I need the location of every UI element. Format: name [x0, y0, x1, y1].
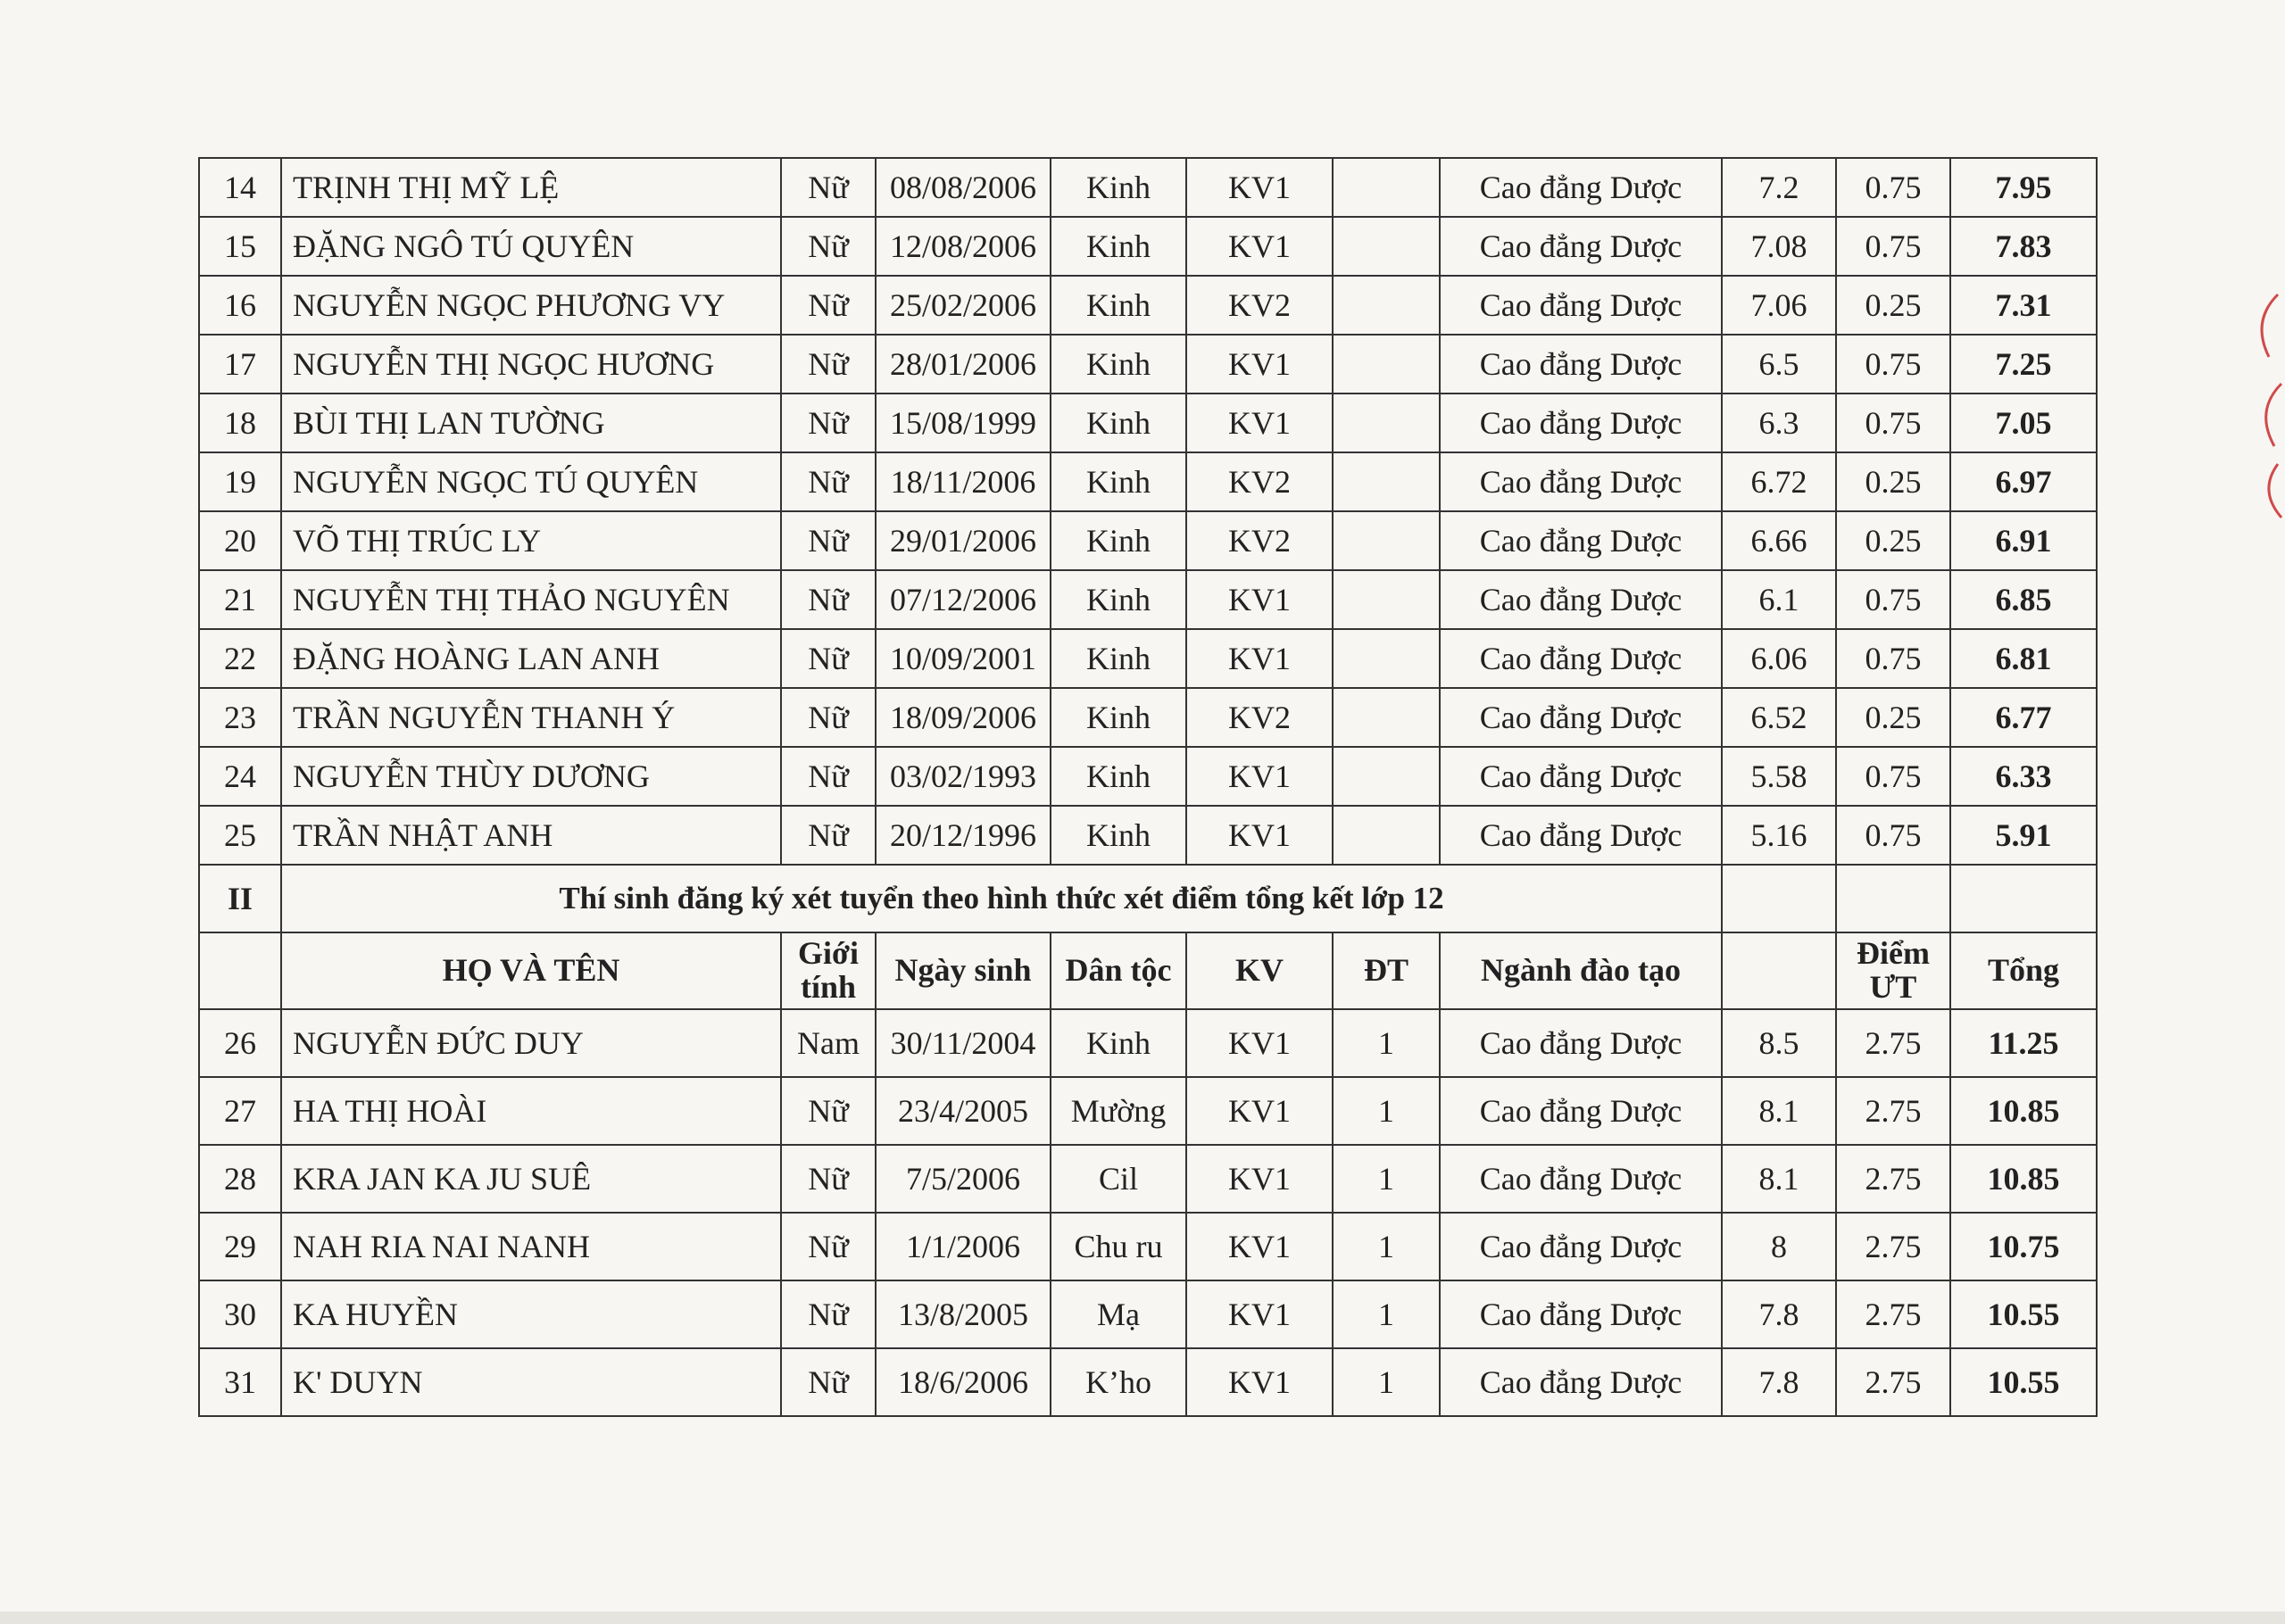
cell-dob: 1/1/2006 — [876, 1213, 1051, 1280]
cell-total: 6.85 — [1950, 570, 2097, 629]
cell-kv: KV1 — [1186, 629, 1333, 688]
cell-dob: 10/09/2001 — [876, 629, 1051, 688]
cell-ethnic: Kinh — [1051, 747, 1186, 806]
cell-dob: 28/01/2006 — [876, 335, 1051, 394]
cell-stt: 24 — [199, 747, 281, 806]
cell-dt — [1333, 747, 1440, 806]
cell-stt: 20 — [199, 511, 281, 570]
cell-total: 10.85 — [1950, 1077, 2097, 1145]
header-gender: Giới tính — [781, 932, 876, 1009]
cell-total: 10.55 — [1950, 1280, 2097, 1348]
cell-major: Cao đẳng Dược — [1440, 1280, 1722, 1348]
cell-priority: 0.75 — [1836, 335, 1950, 394]
section-header — [199, 865, 2097, 1009]
cell-major: Cao đẳng Dược — [1440, 217, 1722, 276]
cell-total: 7.05 — [1950, 394, 2097, 452]
table-row — [199, 158, 2097, 217]
cell-dt: 1 — [1333, 1213, 1440, 1280]
cell-gender: Nữ — [781, 511, 876, 570]
cell-stt: 23 — [199, 688, 281, 747]
section-number: II — [199, 865, 281, 932]
cell-major: Cao đẳng Dược — [1440, 276, 1722, 335]
cell-dob: 03/02/1993 — [876, 747, 1051, 806]
cell-name: NGUYỄN THỊ NGỌC HƯƠNG — [281, 335, 781, 394]
cell-kv: KV1 — [1186, 1009, 1333, 1077]
cell-priority: 0.75 — [1836, 394, 1950, 452]
cell-ethnic: Kinh — [1051, 276, 1186, 335]
cell-name: NGUYỄN NGỌC TÚ QUYÊN — [281, 452, 781, 511]
cell-ethnic: Mạ — [1051, 1280, 1186, 1348]
cell-dob: 08/08/2006 — [876, 158, 1051, 217]
cell-major: Cao đẳng Dược — [1440, 1077, 1722, 1145]
table-row — [199, 1077, 2097, 1145]
cell-total: 10.75 — [1950, 1213, 2097, 1280]
cell-stt: 15 — [199, 217, 281, 276]
cell-major: Cao đẳng Dược — [1440, 1348, 1722, 1416]
cell-score: 7.08 — [1722, 217, 1836, 276]
cell-stt: 25 — [199, 806, 281, 865]
cell-kv: KV1 — [1186, 1348, 1333, 1416]
cell-priority: 2.75 — [1836, 1009, 1950, 1077]
cell-total: 7.95 — [1950, 158, 2097, 217]
cell-dob: 25/02/2006 — [876, 276, 1051, 335]
header-ethnic: Dân tộc — [1051, 932, 1186, 1009]
header-priority: Điểm ƯT — [1836, 932, 1950, 1009]
cell-gender: Nữ — [781, 1145, 876, 1213]
cell-ethnic: Kinh — [1051, 570, 1186, 629]
cell-total: 6.81 — [1950, 629, 2097, 688]
cell-score: 6.66 — [1722, 511, 1836, 570]
cell-name: TRẦN NHẬT ANH — [281, 806, 781, 865]
cell-total: 6.33 — [1950, 747, 2097, 806]
cell-dt — [1333, 688, 1440, 747]
header-dob: Ngày sinh — [876, 932, 1051, 1009]
cell-name: VÕ THỊ TRÚC LY — [281, 511, 781, 570]
cell-dob: 18/09/2006 — [876, 688, 1051, 747]
cell-name: KRA JAN KA JU SUÊ — [281, 1145, 781, 1213]
cell-name: NGUYỄN THÙY DƯƠNG — [281, 747, 781, 806]
cell-ethnic: Kinh — [1051, 629, 1186, 688]
header-score — [1722, 932, 1836, 1009]
cell-stt: 21 — [199, 570, 281, 629]
cell-total: 10.55 — [1950, 1348, 2097, 1416]
cell-dt — [1333, 511, 1440, 570]
cell-major: Cao đẳng Dược — [1440, 452, 1722, 511]
table-row — [199, 217, 2097, 276]
cell-total: 6.77 — [1950, 688, 2097, 747]
cell-priority: 0.75 — [1836, 747, 1950, 806]
cell-dob: 20/12/1996 — [876, 806, 1051, 865]
cell-major: Cao đẳng Dược — [1440, 1009, 1722, 1077]
header-major: Ngành đào tạo — [1440, 932, 1722, 1009]
cell-gender: Nữ — [781, 629, 876, 688]
table-body-part-2 — [199, 1009, 2097, 1416]
cell-name: NGUYỄN NGỌC PHƯƠNG VY — [281, 276, 781, 335]
cell-gender: Nữ — [781, 452, 876, 511]
cell-dob: 18/11/2006 — [876, 452, 1051, 511]
column-header-row — [199, 932, 2097, 1009]
cell-score: 6.3 — [1722, 394, 1836, 452]
cell-priority: 0.25 — [1836, 452, 1950, 511]
cell-name: K' DUYN — [281, 1348, 781, 1416]
cell-stt: 26 — [199, 1009, 281, 1077]
cell-kv: KV1 — [1186, 1280, 1333, 1348]
cell-dt: 1 — [1333, 1077, 1440, 1145]
cell-stt: 27 — [199, 1077, 281, 1145]
cell-major: Cao đẳng Dược — [1440, 747, 1722, 806]
cell-stt: 28 — [199, 1145, 281, 1213]
cell-kv: KV1 — [1186, 1145, 1333, 1213]
table-row — [199, 1213, 2097, 1280]
cell-gender: Nữ — [781, 806, 876, 865]
cell-score: 5.58 — [1722, 747, 1836, 806]
cell-priority: 2.75 — [1836, 1077, 1950, 1145]
cell-priority: 0.75 — [1836, 217, 1950, 276]
cell-kv: KV1 — [1186, 217, 1333, 276]
cell-total: 5.91 — [1950, 806, 2097, 865]
cell-total: 11.25 — [1950, 1009, 2097, 1077]
cell-dt — [1333, 276, 1440, 335]
cell-name: NGUYỄN ĐỨC DUY — [281, 1009, 781, 1077]
cell-kv: KV1 — [1186, 1213, 1333, 1280]
cell-dt: 1 — [1333, 1145, 1440, 1213]
table-row — [199, 1348, 2097, 1416]
cell-ethnic: Cil — [1051, 1145, 1186, 1213]
cell-dob: 13/8/2005 — [876, 1280, 1051, 1348]
cell-dob: 29/01/2006 — [876, 511, 1051, 570]
cell-priority: 0.75 — [1836, 629, 1950, 688]
cell-ethnic: K’ho — [1051, 1348, 1186, 1416]
cell-major: Cao đẳng Dược — [1440, 570, 1722, 629]
cell-gender: Nữ — [781, 570, 876, 629]
cell-dt — [1333, 629, 1440, 688]
cell-name: BÙI THỊ LAN TƯỜNG — [281, 394, 781, 452]
cell-stt: 30 — [199, 1280, 281, 1348]
scan-bottom-edge — [0, 1612, 2285, 1624]
cell-score: 6.06 — [1722, 629, 1836, 688]
cell-ethnic: Kinh — [1051, 217, 1186, 276]
cell-priority: 2.75 — [1836, 1213, 1950, 1280]
cell-gender: Nữ — [781, 276, 876, 335]
admission-results-table — [198, 157, 2098, 1417]
cell-kv: KV1 — [1186, 335, 1333, 394]
cell-priority: 0.75 — [1836, 570, 1950, 629]
cell-gender: Nữ — [781, 1077, 876, 1145]
cell-name: NGUYỄN THỊ THẢO NGUYÊN — [281, 570, 781, 629]
cell-ethnic: Mường — [1051, 1077, 1186, 1145]
table-row — [199, 570, 2097, 629]
table-row — [199, 1145, 2097, 1213]
cell-score: 8.5 — [1722, 1009, 1836, 1077]
cell-score: 7.8 — [1722, 1348, 1836, 1416]
header-kv: KV — [1186, 932, 1333, 1009]
cell-stt: 16 — [199, 276, 281, 335]
cell-ethnic: Kinh — [1051, 511, 1186, 570]
header-total: Tổng — [1950, 932, 2097, 1009]
cell-priority: 2.75 — [1836, 1280, 1950, 1348]
table-row — [199, 394, 2097, 452]
cell-score: 6.5 — [1722, 335, 1836, 394]
cell-stt: 18 — [199, 394, 281, 452]
cell-ethnic: Kinh — [1051, 335, 1186, 394]
cell-ethnic: Kinh — [1051, 688, 1186, 747]
cell-total: 7.25 — [1950, 335, 2097, 394]
cell-kv: KV1 — [1186, 570, 1333, 629]
cell-stt: 19 — [199, 452, 281, 511]
cell-kv: KV2 — [1186, 452, 1333, 511]
cell-dob: 18/6/2006 — [876, 1348, 1051, 1416]
cell-ethnic: Kinh — [1051, 452, 1186, 511]
cell-dt — [1333, 806, 1440, 865]
cell-name: ĐẶNG NGÔ TÚ QUYÊN — [281, 217, 781, 276]
cell-dob: 7/5/2006 — [876, 1145, 1051, 1213]
table-row — [199, 511, 2097, 570]
cell-score: 6.52 — [1722, 688, 1836, 747]
table-row — [199, 1009, 2097, 1077]
cell-gender: Nữ — [781, 217, 876, 276]
cell-major: Cao đẳng Dược — [1440, 335, 1722, 394]
cell-name: TRẦN NGUYỄN THANH Ý — [281, 688, 781, 747]
cell-gender: Nữ — [781, 688, 876, 747]
cell-score: 6.1 — [1722, 570, 1836, 629]
cell-dt — [1333, 452, 1440, 511]
cell-major: Cao đẳng Dược — [1440, 511, 1722, 570]
red-stamp-fragment — [2242, 268, 2285, 535]
header-name: HỌ VÀ TÊN — [281, 932, 781, 1009]
cell-total: 6.91 — [1950, 511, 2097, 570]
cell-kv: KV1 — [1186, 806, 1333, 865]
table-row — [199, 335, 2097, 394]
cell-major: Cao đẳng Dược — [1440, 629, 1722, 688]
cell-stt: 29 — [199, 1213, 281, 1280]
cell-stt: 14 — [199, 158, 281, 217]
cell-major: Cao đẳng Dược — [1440, 158, 1722, 217]
cell-ethnic: Chu ru — [1051, 1213, 1186, 1280]
cell-dob: 15/08/1999 — [876, 394, 1051, 452]
cell-kv: KV2 — [1186, 688, 1333, 747]
cell-gender: Nữ — [781, 1348, 876, 1416]
cell-kv: KV1 — [1186, 747, 1333, 806]
cell-ethnic: Kinh — [1051, 806, 1186, 865]
section-title: Thí sinh đăng ký xét tuyển theo hình thức xét điểm tổng kết lớp 12 — [281, 865, 1722, 932]
cell-name: TRỊNH THỊ MỸ LỆ — [281, 158, 781, 217]
cell-stt: 22 — [199, 629, 281, 688]
cell-kv: KV1 — [1186, 394, 1333, 452]
cell-total: 10.85 — [1950, 1145, 2097, 1213]
cell-dob: 23/4/2005 — [876, 1077, 1051, 1145]
cell-priority: 0.25 — [1836, 511, 1950, 570]
cell-kv: KV1 — [1186, 158, 1333, 217]
cell-name: ĐẶNG HOÀNG LAN ANH — [281, 629, 781, 688]
table-row — [199, 1280, 2097, 1348]
cell-gender: Nữ — [781, 335, 876, 394]
cell-score: 8 — [1722, 1213, 1836, 1280]
cell-gender: Nữ — [781, 394, 876, 452]
cell-priority: 2.75 — [1836, 1348, 1950, 1416]
table-row — [199, 276, 2097, 335]
cell-dob: 07/12/2006 — [876, 570, 1051, 629]
cell-score: 7.8 — [1722, 1280, 1836, 1348]
cell-gender: Nữ — [781, 1280, 876, 1348]
cell-name: KA HUYỀN — [281, 1280, 781, 1348]
table-row — [199, 452, 2097, 511]
cell-dt — [1333, 217, 1440, 276]
cell-ethnic: Kinh — [1051, 158, 1186, 217]
cell-total: 7.31 — [1950, 276, 2097, 335]
cell-gender: Nam — [781, 1009, 876, 1077]
cell-major: Cao đẳng Dược — [1440, 394, 1722, 452]
cell-score: 6.72 — [1722, 452, 1836, 511]
header-dt: ĐT — [1333, 932, 1440, 1009]
cell-major: Cao đẳng Dược — [1440, 806, 1722, 865]
cell-name: NAH RIA NAI NANH — [281, 1213, 781, 1280]
table-body-part-1 — [199, 158, 2097, 865]
cell-priority: 0.25 — [1836, 276, 1950, 335]
cell-priority: 0.75 — [1836, 158, 1950, 217]
cell-major: Cao đẳng Dược — [1440, 1145, 1722, 1213]
cell-gender: Nữ — [781, 747, 876, 806]
cell-total: 6.97 — [1950, 452, 2097, 511]
cell-priority: 0.75 — [1836, 806, 1950, 865]
cell-kv: KV2 — [1186, 276, 1333, 335]
cell-dt — [1333, 335, 1440, 394]
cell-priority: 0.25 — [1836, 688, 1950, 747]
cell-gender: Nữ — [781, 158, 876, 217]
table-row — [199, 747, 2097, 806]
table-row — [199, 688, 2097, 747]
table-row — [199, 629, 2097, 688]
cell-kv: KV2 — [1186, 511, 1333, 570]
cell-priority: 2.75 — [1836, 1145, 1950, 1213]
cell-major: Cao đẳng Dược — [1440, 1213, 1722, 1280]
cell-total: 7.83 — [1950, 217, 2097, 276]
cell-stt: 17 — [199, 335, 281, 394]
cell-dt — [1333, 158, 1440, 217]
cell-score: 7.2 — [1722, 158, 1836, 217]
cell-ethnic: Kinh — [1051, 1009, 1186, 1077]
cell-dob: 12/08/2006 — [876, 217, 1051, 276]
cell-stt: 31 — [199, 1348, 281, 1416]
cell-dt: 1 — [1333, 1280, 1440, 1348]
cell-dob: 30/11/2004 — [876, 1009, 1051, 1077]
cell-name: HA THỊ HOÀI — [281, 1077, 781, 1145]
cell-score: 7.06 — [1722, 276, 1836, 335]
cell-ethnic: Kinh — [1051, 394, 1186, 452]
cell-dt — [1333, 394, 1440, 452]
cell-dt — [1333, 570, 1440, 629]
cell-gender: Nữ — [781, 1213, 876, 1280]
cell-dt: 1 — [1333, 1009, 1440, 1077]
cell-dt: 1 — [1333, 1348, 1440, 1416]
cell-kv: KV1 — [1186, 1077, 1333, 1145]
table-row — [199, 806, 2097, 865]
cell-score: 5.16 — [1722, 806, 1836, 865]
cell-score: 8.1 — [1722, 1145, 1836, 1213]
cell-major: Cao đẳng Dược — [1440, 688, 1722, 747]
cell-score: 8.1 — [1722, 1077, 1836, 1145]
